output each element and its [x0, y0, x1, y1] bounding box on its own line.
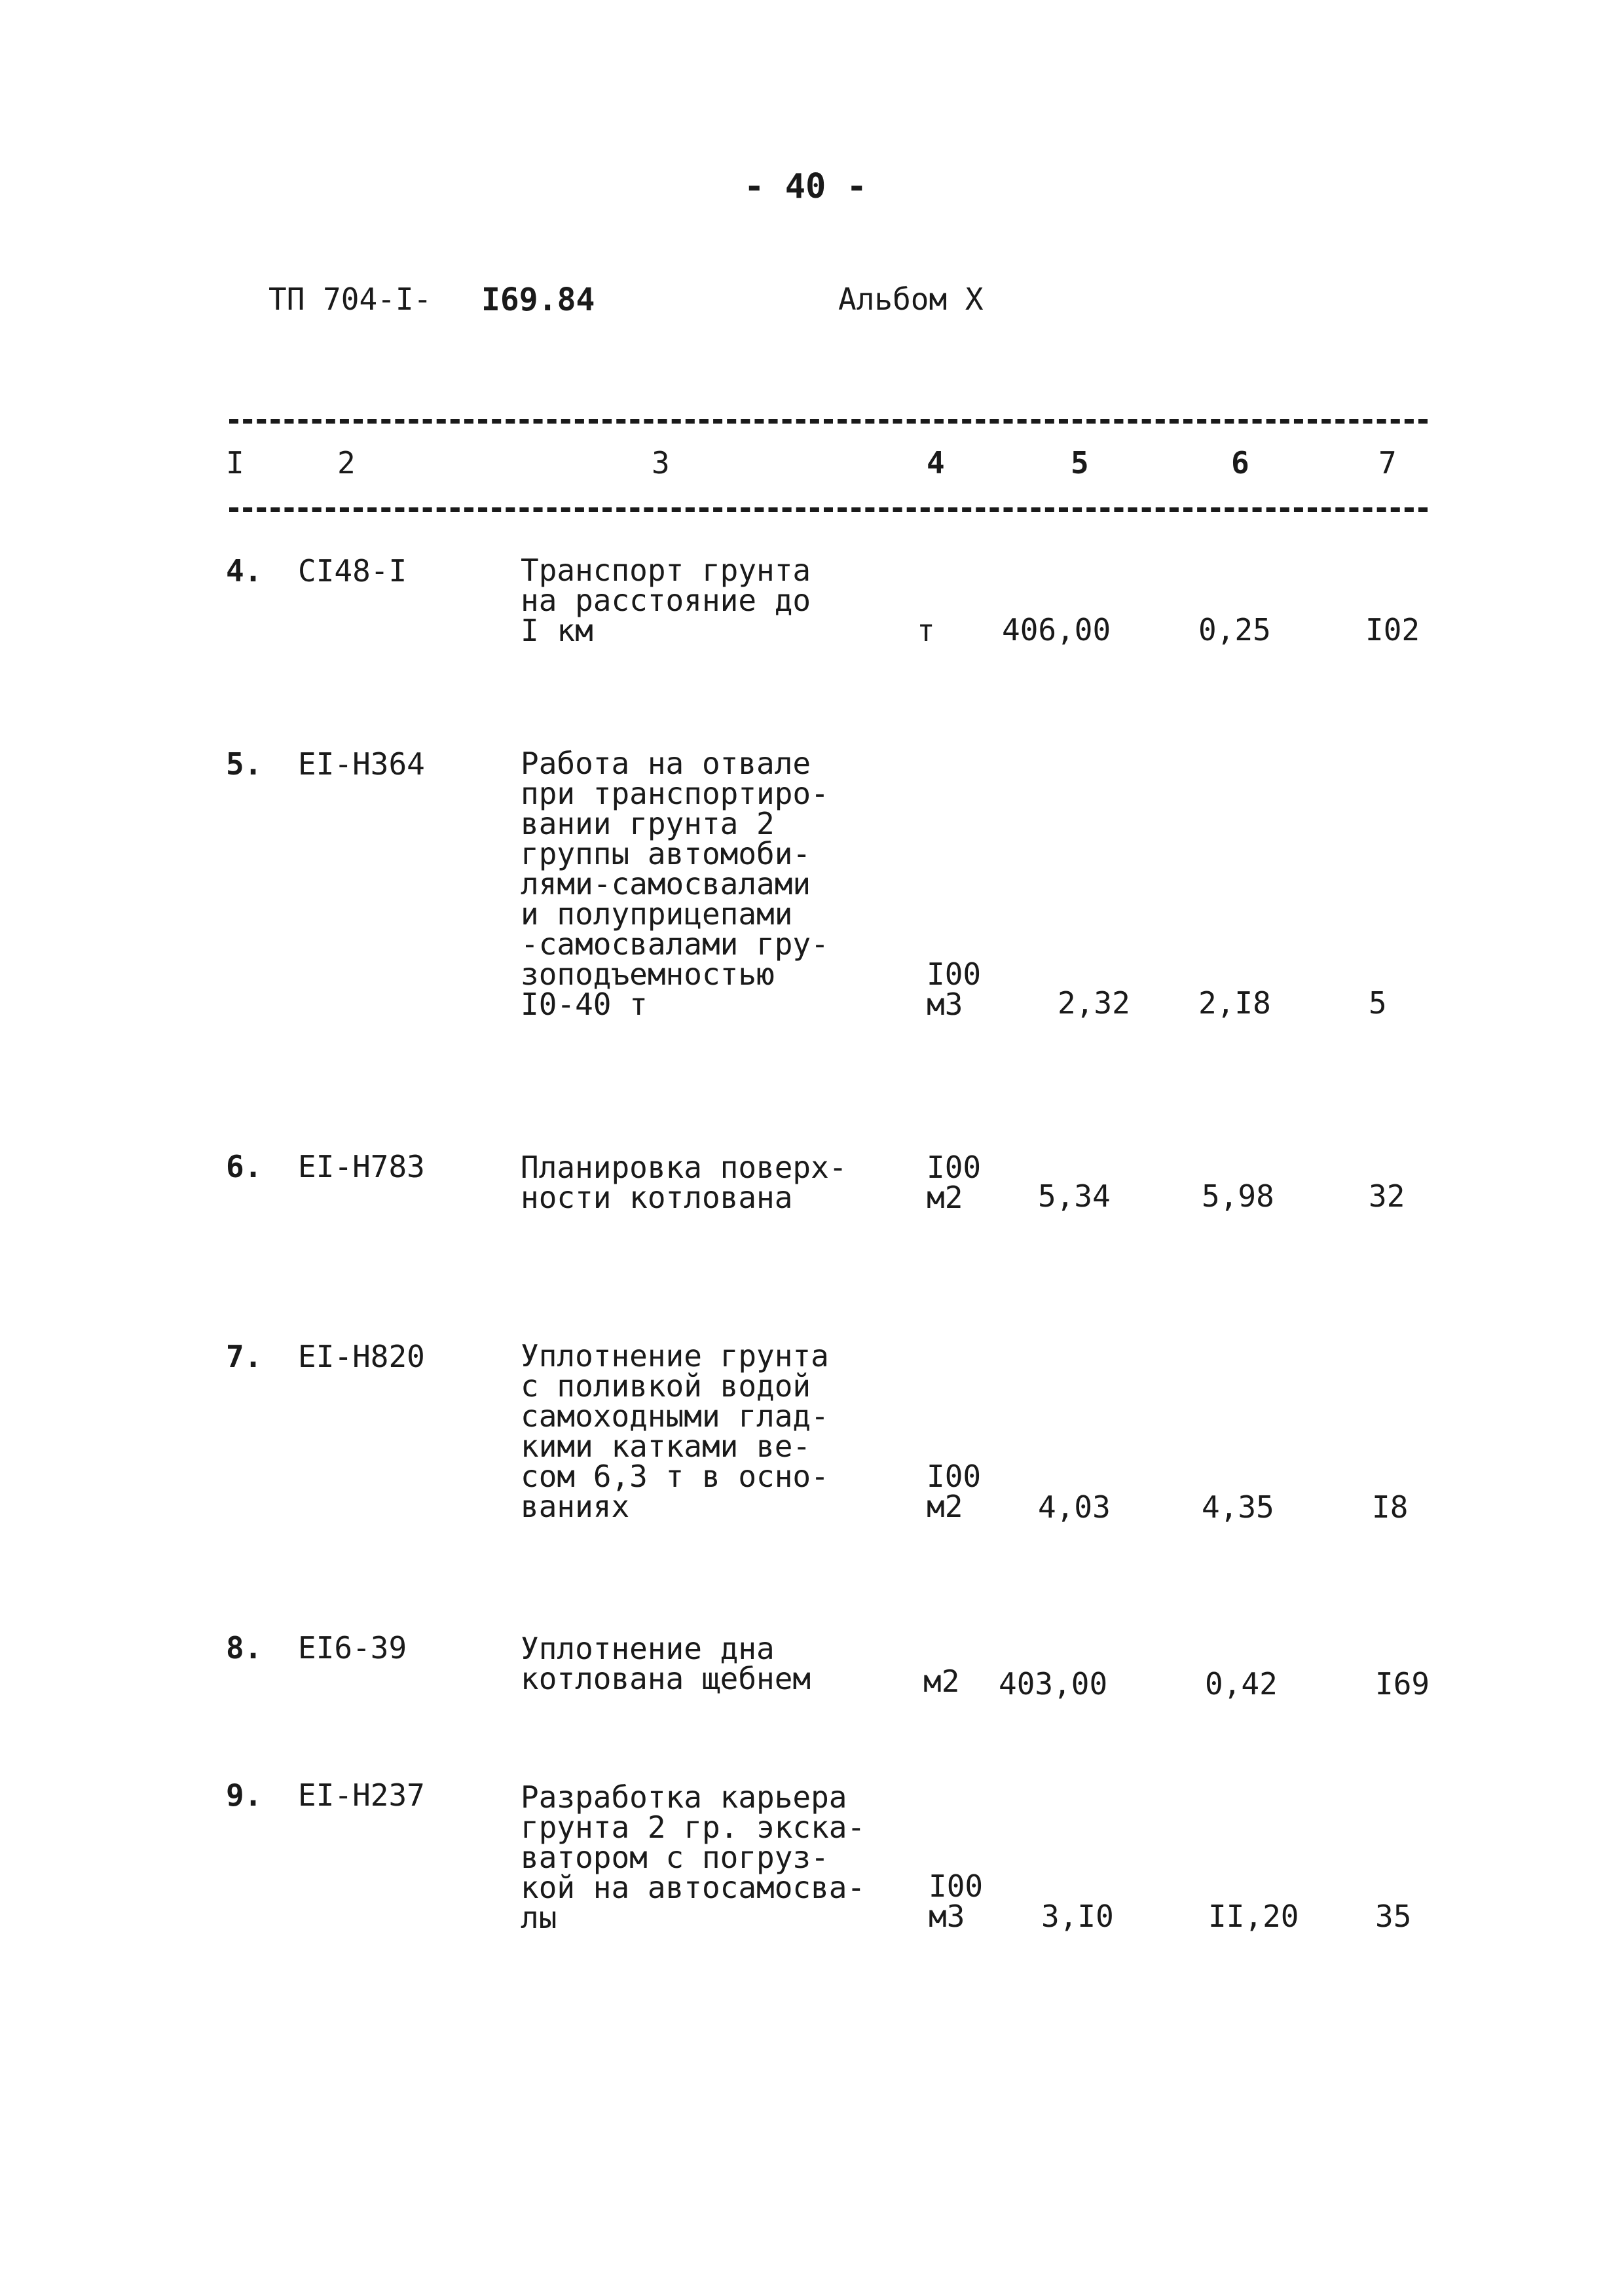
row-code: EI-H783: [298, 1149, 425, 1184]
row-unit: I00 м2: [927, 1150, 982, 1215]
row-value-7: I8: [1372, 1489, 1409, 1525]
row-number: 5.: [226, 746, 263, 782]
table-top-rule: [229, 419, 1428, 424]
document-number: I69.84: [481, 282, 595, 318]
row-description: Уплотнение грунта с поливкой водой самоходными глад- кими катками ве- сом 6,3 т в осно- ваниях: [521, 1338, 829, 1524]
row-code: CI48-I: [298, 553, 407, 589]
column-header-6: 6: [1231, 445, 1249, 481]
row-value-7: 35: [1375, 1899, 1412, 1934]
column-header-5: 5: [1071, 445, 1089, 481]
row-unit: I00 м3: [929, 1868, 984, 1934]
table-header-rule: [229, 507, 1428, 512]
row-value-5: 5,34: [1038, 1178, 1111, 1214]
row-description: Планировка поверх- ности котлована: [521, 1150, 847, 1215]
row-unit: т: [917, 613, 935, 648]
row-number: 7.: [226, 1339, 263, 1374]
page-number: - 40 -: [744, 167, 867, 206]
row-description: Разработка карьера грунта 2 гр. экска- ватором с погруз- кой на автосамосва- лы: [521, 1779, 866, 1935]
row-value-7: I02: [1365, 612, 1420, 647]
row-value-6: 2,I8: [1198, 985, 1271, 1021]
row-description: Транспорт грунта на расстояние до I км: [521, 553, 811, 648]
column-header-3: 3: [652, 445, 670, 481]
row-number: 4.: [226, 553, 263, 589]
row-value-6: 0,42: [1205, 1666, 1278, 1702]
row-value-5: 3,I0: [1041, 1899, 1114, 1934]
row-description: Уплотнение дна котлована щебнем: [521, 1631, 811, 1696]
row-number: 6.: [226, 1149, 263, 1184]
row-unit: I00 м3: [927, 957, 982, 1022]
column-header-4: 4: [927, 445, 945, 481]
column-header-7: 7: [1378, 445, 1397, 481]
row-unit: м2: [923, 1664, 960, 1699]
row-value-5: 406,00: [1002, 612, 1111, 647]
row-value-7: I69: [1375, 1666, 1430, 1702]
row-value-5: 2,32: [1058, 985, 1130, 1021]
row-description: Работа на отвале при транспортиро- вании грунта 2 группы автомоби- лями-самосвалами и полуприцепами -самосвалами гру- зоподъемностью I0-40 т: [521, 746, 829, 1022]
row-value-6: II,20: [1208, 1899, 1299, 1934]
row-unit: I00 м2: [927, 1459, 982, 1524]
row-value-7: 32: [1369, 1178, 1405, 1214]
row-value-6: 0,25: [1198, 612, 1271, 647]
column-header-2: 2: [337, 445, 356, 481]
row-value-7: 5: [1369, 985, 1387, 1021]
row-value-5: 403,00: [999, 1666, 1108, 1702]
row-number: 8.: [226, 1630, 263, 1666]
row-number: 9.: [226, 1777, 263, 1813]
row-code: EI-H820: [298, 1339, 425, 1374]
document-code: ТП 704-I-: [268, 282, 432, 317]
row-value-6: 4,35: [1202, 1489, 1274, 1525]
row-code: EI-H237: [298, 1777, 425, 1813]
row-code: EI6-39: [298, 1630, 407, 1666]
row-code: EI-H364: [298, 746, 425, 782]
row-value-5: 4,03: [1038, 1489, 1111, 1525]
album-label: Альбом X: [838, 282, 984, 317]
row-value-6: 5,98: [1202, 1178, 1274, 1214]
column-header-1: I: [226, 445, 244, 481]
